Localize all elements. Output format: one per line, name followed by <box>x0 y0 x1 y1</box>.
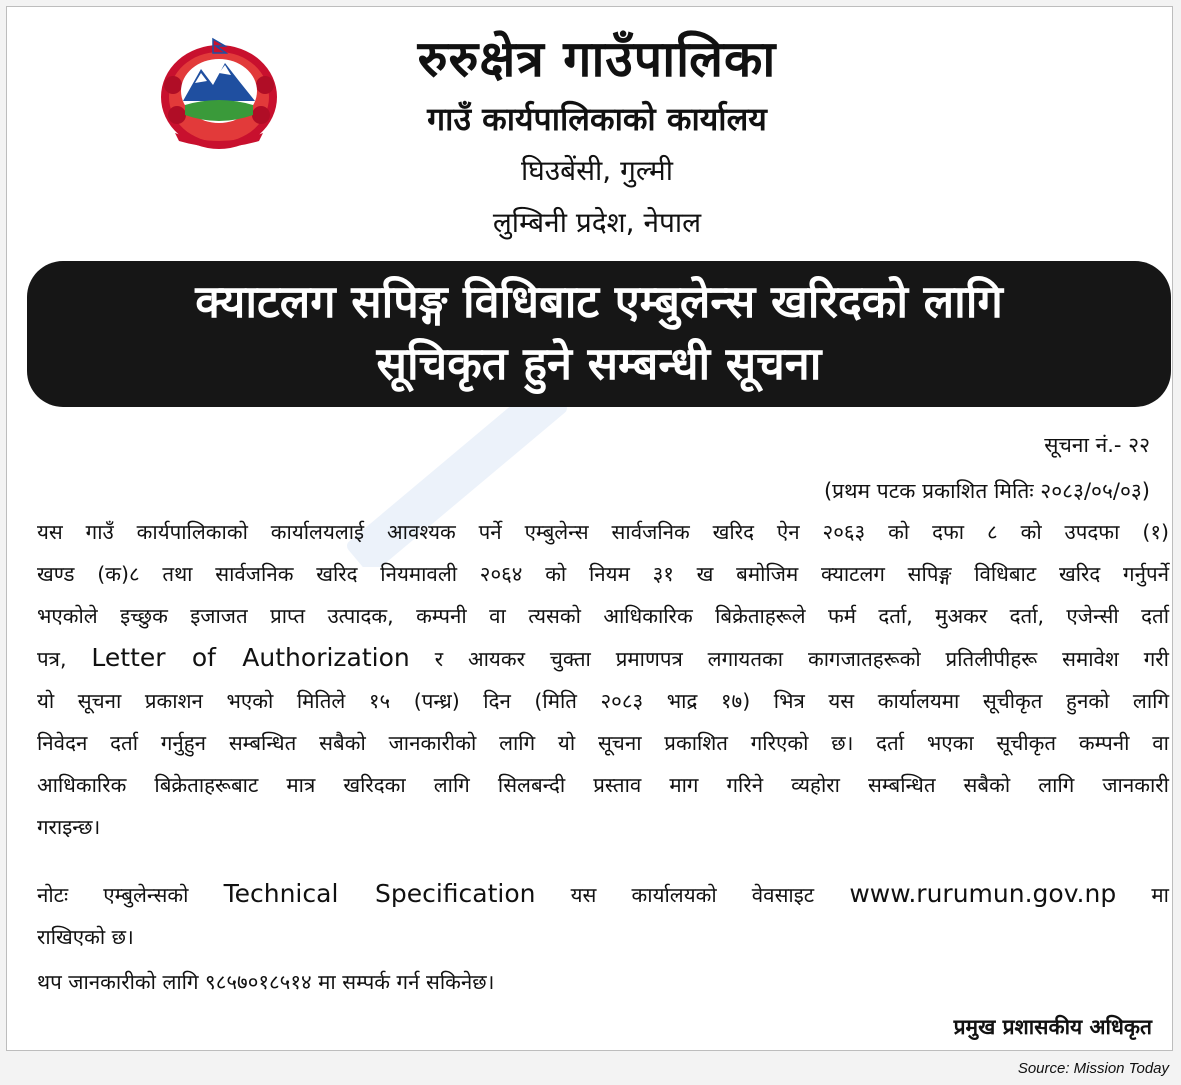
notice-note <box>37 873 1169 958</box>
body-text: र आयकर चुक्ता प्रमाणपत्र लगायतका कागजातहरूको प्रतिलीपीहरू समावेश गरी <box>434 647 1169 671</box>
note-line: राखिएको छ। <box>37 925 134 949</box>
website-link[interactable]: www.rurumun.gov.np <box>849 879 1117 908</box>
note-label: नोटः एम्बुलेन्सको <box>37 883 189 907</box>
body-line: यो सूचना प्रकाशन भएको मितिले १५ (पन्ध्र) दिन (मिति २०८३ भाद्र १७) भित्र यस कार्यालयमा सूचीकृत हुनको लागि <box>37 689 1169 713</box>
body-text: पत्र, <box>37 647 67 671</box>
body-line: निवेदन दर्ता गर्नुहुन सम्बन्धित सबैको जानकारीको लागि यो सूचना प्रकाशित गरिएको छ। दर्ता भएका सूचीकृत कम्पनी वा <box>37 731 1169 755</box>
notice-sheet <box>6 6 1173 1051</box>
first-published-date: (प्रथम पटक प्रकाशित मितिः २०८३/०५/०३) <box>823 479 1150 503</box>
letter-of-authorization-text: Letter of Authorization <box>91 643 410 672</box>
office-place: घिउबेंसी, गुल्मी <box>520 154 674 187</box>
headline-line-2: सूचिकृत हुने सम्बन्धी सूचना <box>376 337 822 390</box>
office-title: गाउँ कार्यपालिकाको कार्यालय <box>427 100 767 138</box>
body-line: खण्ड (क)८ तथा सार्वजनिक खरिद नियमावली २०६४ को नियम ३१ ख बमोजिम क्याटलग सपिङ्ग विधिबाट खरिद गर्नुपर्ने <box>37 562 1169 586</box>
contact-line: थप जानकारीको लागि ९८५७०१८५१४ मा सम्पर्क गर्न सकिनेछ। <box>37 970 495 994</box>
contact-info <box>37 961 1169 1003</box>
note-text: यस कार्यालयको वेवसाइट <box>570 883 815 907</box>
source-credit: Source: Mission Today <box>1017 1060 1169 1077</box>
note-line <box>37 873 1169 916</box>
signatory-title: प्रमुख प्रशासकीय अधिकृत <box>953 1015 1152 1039</box>
municipality-title: रुरुक्षेत्र गाउँपालिका <box>417 30 777 88</box>
body-line: आधिकारिक बिक्रेताहरूबाट मात्र खरिदका लागि सिलबन्दी प्रस्ताव माग गरिने व्यहोरा सम्बन्धित सबैको लागि जानकारी <box>37 773 1169 797</box>
notice-body <box>37 511 1169 848</box>
headline-line-1: क्याटलग सपिङ्ग विधिबाट एम्बुलेन्स खरिदको लागि <box>195 275 1003 328</box>
notice-number: सूचना नं.- २२ <box>1044 433 1150 457</box>
technical-specification-text: Technical Specification <box>223 879 536 908</box>
office-province: लुम्बिनी प्रदेश, नेपाल <box>492 206 702 239</box>
body-line <box>37 637 1169 680</box>
notice-headline-banner <box>27 261 1171 407</box>
body-line: भएकोले इच्छुक इजाजत प्राप्त उत्पादक, कम्पनी वा त्यसको आधिकारिक बिक्रेताहरूले फर्म दर्ता, मुअकर दर्ता, एजेन्सी दर्ता <box>37 604 1169 628</box>
note-text: मा <box>1151 883 1169 907</box>
body-line: गराइन्छ। <box>37 815 101 839</box>
body-line: यस गाउँ कार्यपालिकाको कार्यालयलाई आवश्यक पर्ने एम्बुलेन्स सार्वजनिक खरिद ऐन २०६३ को दफा ८ को उपदफा (१) <box>37 520 1169 544</box>
